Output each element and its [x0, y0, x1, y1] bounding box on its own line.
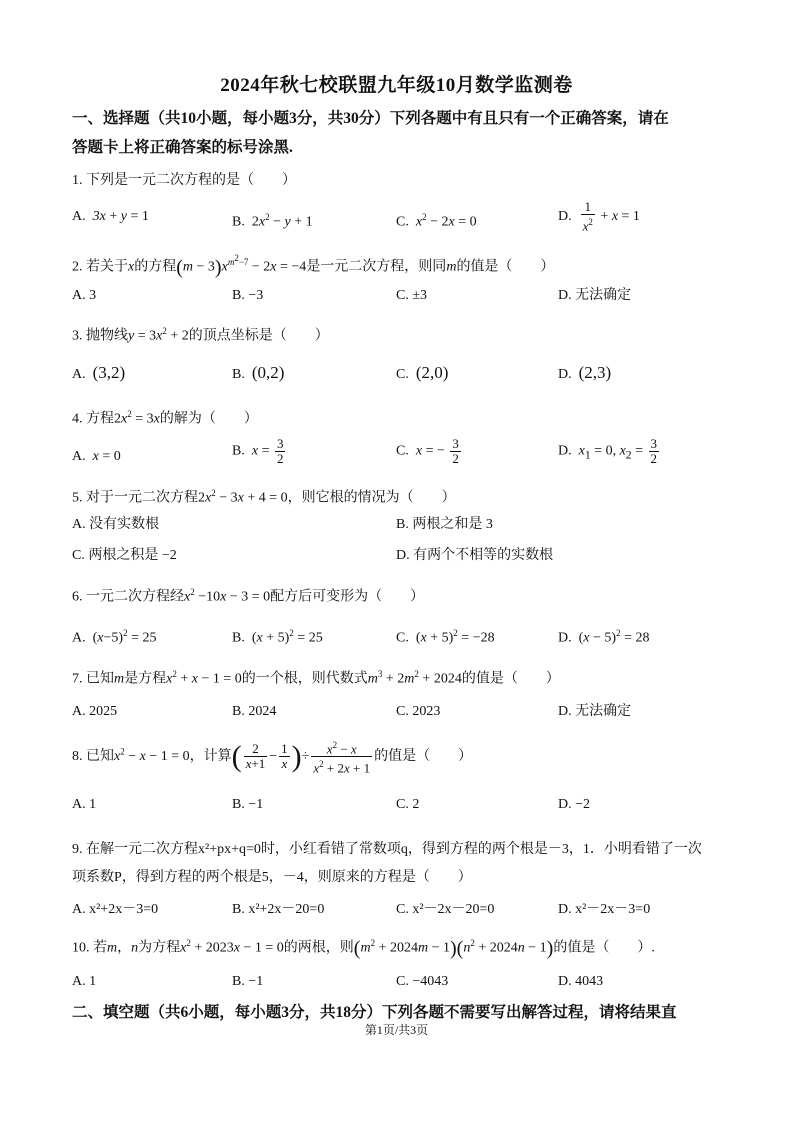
q1-option-b[interactable]: B. $2x^2 - y + 1$ [232, 212, 313, 230]
q1-option-d[interactable]: D. $\frac{1}{x^2}$ + x = 1 [558, 199, 640, 234]
question-8-options [72, 794, 732, 822]
q3-option-a[interactable]: A. (3,2) [72, 363, 126, 382]
q7-option-d[interactable]: D. 无法确定 [558, 704, 632, 719]
q5-option-d[interactable]: D. 有两个不相等的实数根 [396, 548, 554, 563]
q1-option-c[interactable]: C. $x^2 - 2x = 0$ [396, 212, 477, 230]
question-6-options [72, 622, 732, 650]
q3-option-c[interactable]: C. (2,0) [396, 363, 449, 382]
q3-option-b[interactable]: B. (0,2) [232, 363, 285, 382]
section-one-header [72, 104, 732, 162]
section-one-line2: 答题卡上将正确答案的标号涂黑. [72, 139, 293, 156]
q8-option-c[interactable]: C. 2 [396, 797, 420, 812]
question-8-stem: 8. 已知$x^2 - x - 1 = 0$，计算( $\frac{2}{x+1}$ − $\frac{1}{x}$ )÷ $\frac{x^2 - x}{x^2 + 2x + 1}$ 的值是（ ） [72, 739, 473, 776]
q6-option-a[interactable]: A. $(x-5)^2 = 25$ [72, 628, 157, 646]
question-2-stem: 2. 若关于x的方程$(m - 3)x^{m^2-7} - 2x = -4$是一元二次方程，则同m的值是（ ） [72, 253, 555, 279]
q4-option-c[interactable]: C. x = − $\frac{3}{2}$ [396, 436, 459, 466]
q8-option-d[interactable]: D. −2 [558, 797, 591, 812]
q3-option-d[interactable]: D. (2,3) [558, 363, 612, 382]
question-2-options [72, 285, 732, 313]
question-5-stem: 5. 对于一元二次方程$2x^2 - 3x + 4 = 0$，则它根的情况为（ ） [72, 488, 456, 506]
q6-option-b[interactable]: B. $(x + 5)^2 = 25$ [232, 628, 323, 646]
question-3-stem: 3. 抛物线$y = 3x^2 + 2$的顶点坐标是（ ） [72, 326, 329, 344]
q1-option-a[interactable]: A. 3x + y = 1 [72, 209, 149, 224]
question-4-options [72, 436, 732, 474]
question-1-stem: 1. 下列是一元二次方程的是（ ） [72, 173, 296, 188]
question-9-stem [72, 836, 742, 892]
q6-option-d[interactable]: D. $(x - 5)^2 = 28$ [558, 628, 650, 646]
q9-line1: 9. 在解一元二次方程x²+px+q=0时，小红看错了常数项q，得到方程的两个根是－3，1．小明看错了一次 [72, 842, 702, 857]
q9-option-a[interactable]: A. x²+2x－3=0 [72, 902, 159, 917]
section-two-line1: 二、填空题（共6小题，每小题3分，共18分）下列各题不需要写出解答过程，请将结果直 [72, 1004, 677, 1021]
q10-option-d[interactable]: D. 4043 [558, 974, 604, 989]
q7-option-a[interactable]: A. 2025 [72, 704, 118, 719]
question-4-stem: 4. 方程$2x^2 = 3x$的解为（ ） [72, 409, 258, 427]
q10-option-c[interactable]: C. −4043 [396, 974, 449, 989]
question-5-options-row2 [72, 545, 732, 573]
q4-option-b[interactable]: B. x = $\frac{3}{2}$ [232, 436, 284, 466]
q6-option-c[interactable]: C. $(x + 5)^2 = -28$ [396, 628, 495, 646]
q10-option-b[interactable]: B. −1 [232, 974, 264, 989]
q8-option-a[interactable]: A. 1 [72, 797, 97, 812]
question-9-options [72, 899, 732, 927]
q7-option-c[interactable]: C. 2023 [396, 704, 441, 719]
q8-option-b[interactable]: B. −1 [232, 797, 264, 812]
question-7-options [72, 701, 732, 729]
question-3-options [72, 362, 732, 390]
q2-option-d[interactable]: D. 无法确定 [558, 288, 632, 303]
q9-option-b[interactable]: B. x²+2x－20=0 [232, 902, 325, 917]
section-one-line1: 一、选择题（共10小题，每小题3分，共30分）下列各题中有且只有一个正确答案，请在 [72, 110, 669, 127]
question-6-stem: 6. 一元二次方程经$x^2 -10x - 3 = 0$配方后可变形为（ ） [72, 587, 425, 605]
q5-option-c[interactable]: C. 两根之积是 −2 [72, 548, 177, 563]
question-5-options-row1 [72, 514, 732, 542]
q10-option-a[interactable]: A. 1 [72, 974, 97, 989]
q9-option-d[interactable]: D. x²－2x－3=0 [558, 902, 651, 917]
page-footer: 第1页/共3页 [364, 1023, 429, 1037]
q2-option-c[interactable]: C. ±3 [396, 288, 428, 303]
q7-option-b[interactable]: B. 2024 [232, 704, 277, 719]
q4-option-a[interactable]: A. x = 0 [72, 449, 121, 464]
question-1-options [72, 199, 732, 234]
q9-line2: 项系数P，得到方程的两个根是5，－4，则原来的方程是（ ） [72, 870, 472, 885]
q2-option-b[interactable]: B. −3 [232, 288, 264, 303]
question-10-options [72, 971, 732, 999]
q4-option-d[interactable]: D. $x_1 = 0$, $x_2$ = $\frac{3}{2}$ [558, 436, 658, 466]
q5-option-a[interactable]: A. 没有实数根 [72, 517, 160, 532]
question-7-stem: 7. 已知m是方程$x^2 + x - 1 = 0$的一个根，则代数式$m^3 + 2m^2 + 2024$的值是（ ） [72, 669, 560, 687]
q9-option-c[interactable]: C. x²－2x－20=0 [396, 902, 495, 917]
question-10-stem: 10. 若m，n为方程$x^2 + 2023x - 1 = 0$的两根，则$(m^2 + 2024m - 1)(n^2 + 2024n - 1)$的值是（ ）. [72, 937, 655, 960]
exam-title: 2024年秋七校联盟九年级10月数学监测卷 [220, 75, 573, 96]
q2-option-a[interactable]: A. 3 [72, 288, 97, 303]
q5-option-b[interactable]: B. 两根之和是 3 [396, 517, 493, 532]
